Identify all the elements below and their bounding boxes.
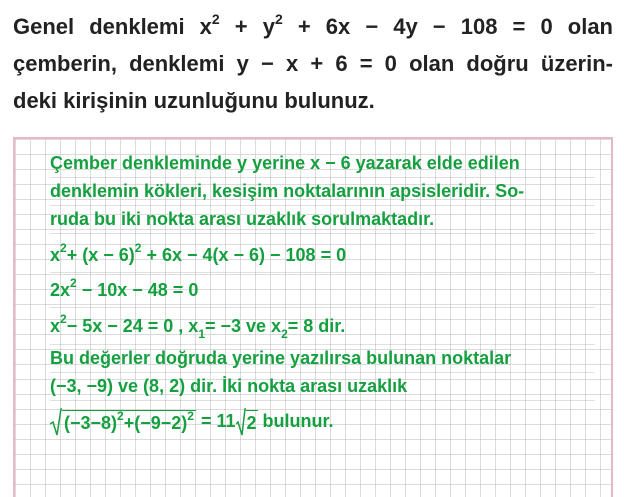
solution-box: [13, 137, 613, 497]
subscript: 2: [281, 327, 288, 341]
eq-term: +: [123, 412, 135, 433]
exponent: 2: [187, 408, 194, 423]
equation-simplified: [50, 273, 595, 308]
exponent: 2: [60, 241, 67, 255]
exponent: 2: [117, 408, 124, 423]
solution-paragraph-line: (−3, −9) ve (8, 2) dir. İki nokta arası uzaklık: [50, 373, 595, 401]
question-line-2: çemberin, denklemi y − x + 6 = 0 olan doğru üzerin-: [13, 51, 613, 76]
eq-term: + 6x − 4(x − 6) − 108 = 0: [141, 245, 347, 265]
question-line-3: deki kirişinin uzunluğunu bulunuz.: [13, 88, 375, 113]
question-text: [13, 8, 613, 119]
exponent: 2: [274, 11, 283, 27]
question-line-1: [13, 8, 613, 45]
eq-term: = 8 dir.: [287, 316, 346, 336]
exponent: 2: [134, 241, 142, 255]
solution-paragraph-line: ruda bu iki nokta arası uzaklık sorulmaktadır.: [50, 206, 595, 234]
equation-roots: [50, 308, 595, 345]
exponent: 2: [70, 276, 77, 290]
square-root: [236, 408, 258, 436]
subscript: 1: [198, 327, 205, 341]
eq-term: (−3−8): [64, 412, 118, 433]
eq-term: = −3 ve x: [205, 316, 282, 336]
question-line-1-text: Genel denklemi x: [13, 14, 212, 39]
eq-term: (−9−2): [134, 412, 188, 433]
eq-term: x: [50, 316, 61, 336]
radicand: [62, 410, 196, 437]
radical-sign-icon: [50, 408, 62, 436]
equation-distance: [50, 403, 595, 439]
radicand: 2: [246, 410, 258, 435]
eq-term: x: [50, 245, 61, 265]
solution-paragraph-line: denklemin kökleri, kesişim noktalarının apsisleridir. So-: [50, 178, 595, 206]
eq-term: + (x − 6): [66, 245, 135, 265]
question-line-1-text: + 6x − 4y − 108 = 0 olan: [282, 14, 613, 39]
eq-term: = 11: [195, 411, 236, 431]
eq-term: 2x: [50, 280, 71, 300]
exponent: 2: [211, 11, 220, 27]
question-line-1-text: + y: [219, 14, 275, 39]
eq-term: − 10x − 48 = 0: [76, 280, 199, 300]
solution-paragraph-line: Bu değerler doğruda yerine yazılırsa bulunan noktalar: [50, 345, 595, 373]
radical-sign-icon: [236, 408, 246, 436]
eq-term: bulunur.: [257, 411, 334, 431]
exponent: 2: [60, 312, 67, 326]
solution-content: [50, 150, 595, 439]
solution-paragraph-line: Çember denkleminde y yerine x − 6 yazarak elde edilen: [50, 150, 595, 178]
equation-substitution: [50, 238, 595, 273]
square-root: [50, 408, 196, 437]
eq-term: − 5x − 24 = 0 , x: [66, 316, 199, 336]
